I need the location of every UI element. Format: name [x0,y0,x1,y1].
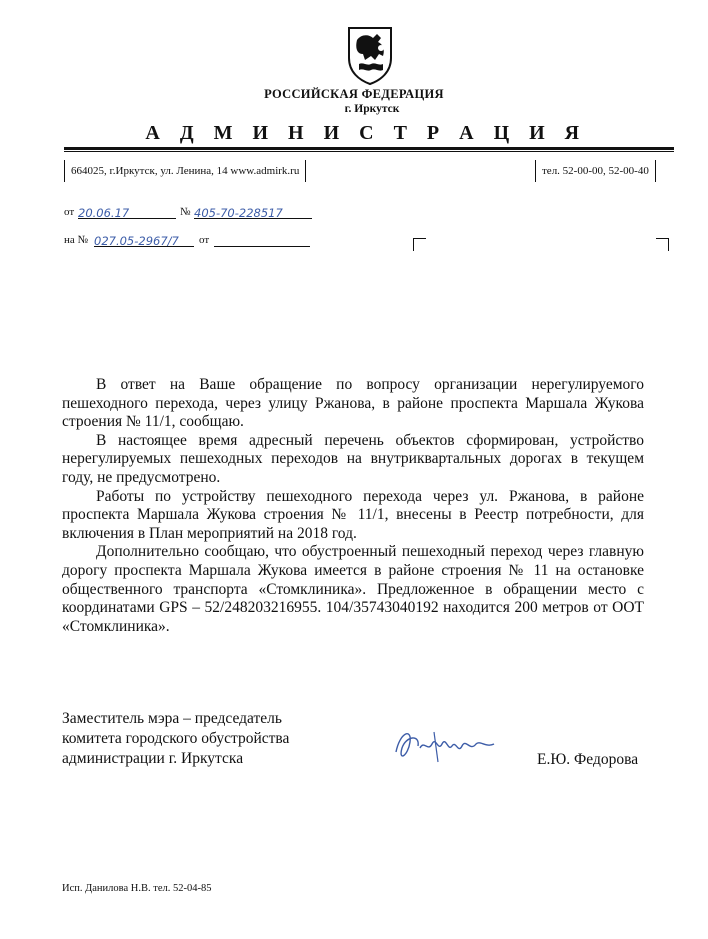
paragraph: Дополнительно сообщаю, что обустроенный пешеходный переход через главную дорогу проспекта Маршала Жукова имеется в районе строения № 11 на остановке общественного транспорта «Стомклиника». Предложенное в обращении место с координатами GPS – 52/248203216955. 104/35743040192 находится 200 метров от ООТ «Стомклиника». [62,543,644,635]
signatory-name: Е.Ю. Федорова [537,751,639,768]
number-field [194,204,312,219]
handwritten-signature [390,722,500,777]
signatory-title-line: комитета городского обустройства [62,730,290,747]
reply-number-value: 027.05-2967/7 [94,234,179,248]
number-value: 405-70-228517 [194,206,283,220]
phone-line: тел. 52-00-00, 52-00-40 [535,160,656,182]
addressee-corner-left [413,238,426,251]
reply-number-field [94,232,194,247]
reply-from-label: от [199,234,210,246]
letter-body [62,376,644,636]
paragraph: В ответ на Ваше обращение по вопросу организации нерегулируемого пешеходного перехода, через улицу Ржанова, в районе проспекта Маршала Жукова строения № 11/1, сообщаю. [62,376,644,431]
header-divider-thin [64,151,674,152]
reply-date-field [214,232,310,247]
date-field [78,204,176,219]
country-title: РОССИЙСКАЯ ФЕДЕРАЦИЯ [264,87,444,101]
irkutsk-coat-of-arms [345,26,395,86]
number-label: № [180,206,191,218]
date-value: 20.06.17 [78,206,130,220]
addressee-corner-right [656,238,669,251]
city-title: г. Иркутск [344,103,400,115]
paragraph: В настоящее время адресный перечень объектов сформирован, устройство нерегулируемых пешеходных переходов на внутриквартальных дорогах в текущем году, не предусмотрено. [62,431,644,486]
signatory-title-line: Заместитель мэра – председатель [62,710,282,727]
executor-line: Исп. Данилова Н.В. тел. 52-04-85 [62,883,212,894]
signatory-title-line: администрации г. Иркутска [62,750,244,767]
reply-label: на № [64,234,89,246]
organization-title: А Д М И Н И С Т Р А Ц И Я [145,122,587,144]
from-label: от [64,206,75,218]
paragraph: Работы по устройству пешеходного перехода через ул. Ржанова, в районе проспекта Маршала Жукова строения № 11/1, внесены в Реестр потребности, для включения в План мероприятий на 2018 год. [62,487,644,542]
address-line: 664025, г.Иркутск, ул. Ленина, 14 www.admirk.ru [64,160,306,182]
signatory-title [62,709,289,769]
header-divider [64,147,674,150]
